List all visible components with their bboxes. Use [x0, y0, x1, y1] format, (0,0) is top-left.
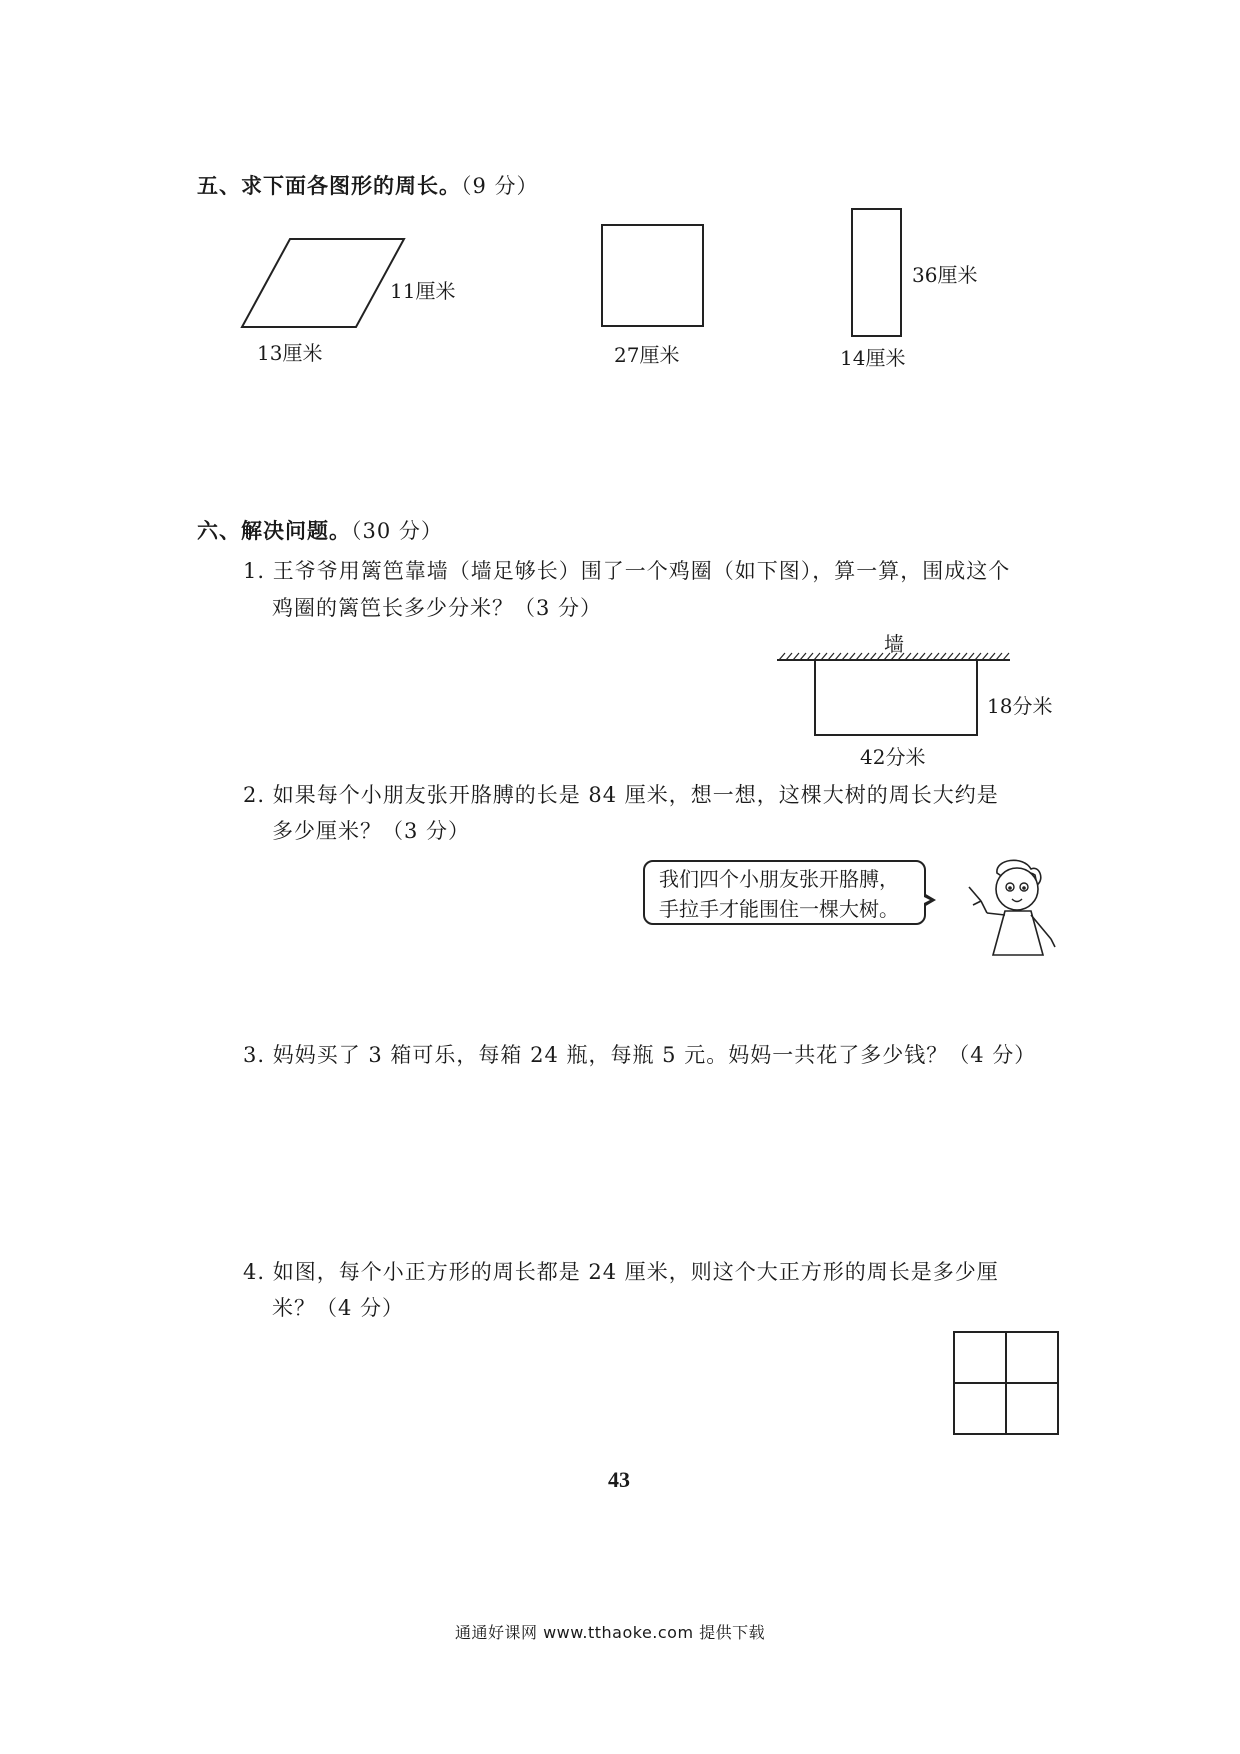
hatch-mark [905, 653, 911, 660]
q4-text-line1: 4. 如图，每个小正方形的周长都是 24 厘米，则这个大正方形的周长是多少厘 [243, 1260, 999, 1284]
hatch-mark [996, 653, 1002, 660]
hatch-mark [821, 653, 827, 660]
hatch-mark [898, 653, 904, 660]
q1-text-line1: 1. 王爷爷用篱笆靠墙（墙足够长）围了一个鸡圈（如下图），算一算，围成这个 [243, 559, 1011, 583]
hatch-mark [975, 653, 981, 660]
hatch-mark [779, 653, 785, 660]
bubble-tail-inner [922, 896, 930, 904]
footer-credit: 通通好课网 www.tthaoke.com 提供下载 [455, 1623, 766, 1642]
hatch-mark [947, 653, 953, 660]
hatch-mark [912, 653, 918, 660]
hatch-mark [786, 653, 792, 660]
hatch-mark [940, 653, 946, 660]
section5-title: 五、求下面各图形的周长。 [197, 173, 461, 198]
q4-grid-figure [953, 1331, 1060, 1436]
q1-wall-label: 墙 [884, 632, 904, 656]
hatch-mark [926, 653, 932, 660]
hatch-mark [884, 653, 890, 660]
hatch-mark [863, 653, 869, 660]
hatch-mark [870, 653, 876, 660]
hatch-mark [800, 653, 806, 660]
bubble-line1: 我们四个小朋友张开胳膊， [659, 867, 899, 891]
child-illustration [965, 855, 1060, 965]
section5-points: （9 分） [461, 174, 539, 198]
hatch-mark [989, 653, 995, 660]
section6-title: 六、解决问题。 [197, 518, 351, 543]
q2-text-line1: 2. 如果每个小朋友张开胳膊的长是 84 厘米，想一想，这棵大树的周长大约是 [243, 783, 999, 807]
q1-text-line2: 鸡圈的篱笆长多少分米？（3 分） [272, 596, 603, 620]
parallelogram-side-label: 11厘米 [390, 279, 456, 303]
wall-hatching [779, 653, 1009, 660]
section6-points: （30 分） [351, 519, 443, 543]
q4-text-line2: 米？（4 分） [272, 1296, 405, 1320]
hatch-mark [933, 653, 939, 660]
hatch-mark [891, 653, 897, 660]
hatch-mark [842, 653, 848, 660]
fence-shape [815, 660, 977, 735]
q1-height-label: 18分米 [987, 694, 1053, 718]
hatch-mark [954, 653, 960, 660]
hatch-mark [968, 653, 974, 660]
parallelogram-base-label: 13厘米 [257, 341, 323, 365]
speech-bubble [643, 860, 926, 925]
hatch-mark [793, 653, 799, 660]
hatch-mark [807, 653, 813, 660]
hatch-mark [835, 653, 841, 660]
q2-text-line2: 多少厘米？（3 分） [272, 819, 471, 843]
hatch-mark [877, 653, 883, 660]
hatch-mark [849, 653, 855, 660]
hatch-mark [814, 653, 820, 660]
hatch-mark [961, 653, 967, 660]
hatch-mark [919, 653, 925, 660]
hatch-mark [828, 653, 834, 660]
hatch-mark [1003, 653, 1009, 660]
rectangle-width-label: 14厘米 [840, 346, 906, 370]
q1-length-label: 42分米 [860, 745, 926, 769]
hatch-mark [856, 653, 862, 660]
q3-text-line1: 3. 妈妈买了 3 箱可乐，每箱 24 瓶，每瓶 5 元。妈妈一共花了多少钱？（4 分） [243, 1043, 1037, 1067]
rectangle-height-label: 36厘米 [912, 263, 978, 287]
hatch-mark [982, 653, 988, 660]
bubble-line2: 手拉手才能围住一棵大树。 [659, 897, 899, 921]
page-number: 43 [608, 1467, 630, 1492]
square-side-label: 27厘米 [614, 343, 680, 367]
